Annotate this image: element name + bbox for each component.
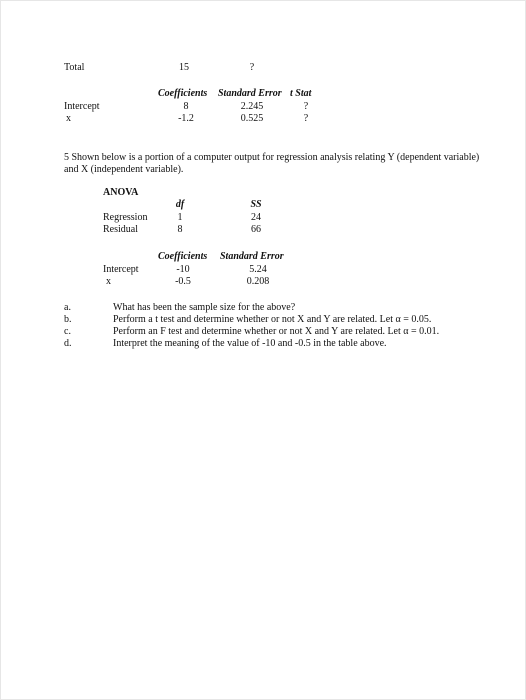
question-c-letter: c. (64, 326, 71, 337)
coef-x-label: x (106, 276, 111, 287)
question-a-text: What has been the sample size for the above? (113, 302, 296, 313)
problem-intro: 5 Shown below is a portion of a computer output for regression analysis relating Y (dependent variable) and X (independent variable). (64, 152, 480, 175)
coef-intercept-standard-error: 5.24 (249, 264, 267, 275)
anova-title: ANOVA (103, 187, 139, 198)
anova-regression-label: Regression (103, 212, 148, 223)
question-b-text: Perform a t test and determine whether or not X and Y are related. Let α = 0.05. (113, 314, 432, 325)
x-label: x (66, 113, 71, 124)
coefficients-header: Coefficients (158, 88, 208, 99)
question-b-letter: b. (64, 314, 72, 325)
coef-x-value: -0.5 (175, 276, 191, 287)
anova-residual-label: Residual (103, 224, 138, 235)
total-ss: ? (249, 62, 255, 73)
x-coefficient: -1.2 (178, 113, 194, 124)
coef-intercept-label: Intercept (103, 264, 139, 275)
coef-intercept-value: -10 (176, 264, 190, 275)
coef-standard-error-header: Standard Error (220, 251, 284, 262)
total-label: Total (64, 62, 85, 73)
question-a-letter: a. (64, 302, 71, 313)
coef-x-standard-error: 0.208 (246, 276, 270, 287)
intercept-label: Intercept (64, 101, 100, 112)
question-d-text: Interpret the meaning of the value of -10 and -0.5 in the table above. (113, 338, 387, 349)
question-c-text: Perform an F test and determine whether or not X and Y are related. Let α = 0.01. (113, 326, 440, 337)
x-standard-error: 0.525 (240, 113, 264, 124)
anova-df-header: df (175, 199, 185, 210)
intercept-standard-error: 2.245 (240, 101, 264, 112)
standard-error-header: Standard Error (218, 88, 282, 99)
question-d-letter: d. (64, 338, 72, 349)
intercept-t-stat: ? (303, 101, 309, 112)
anova-ss-header: SS (250, 199, 262, 210)
coef-coefficients-header: Coefficients (158, 251, 208, 262)
anova-regression-df: 1 (177, 212, 183, 223)
t-stat-header: t Stat (290, 88, 312, 99)
anova-residual-df: 8 (177, 224, 183, 235)
anova-regression-ss: 24 (251, 212, 261, 223)
intercept-coefficient: 8 (183, 101, 189, 112)
anova-residual-ss: 66 (251, 224, 261, 235)
total-df: 15 (179, 62, 189, 73)
x-t-stat: ? (303, 113, 309, 124)
